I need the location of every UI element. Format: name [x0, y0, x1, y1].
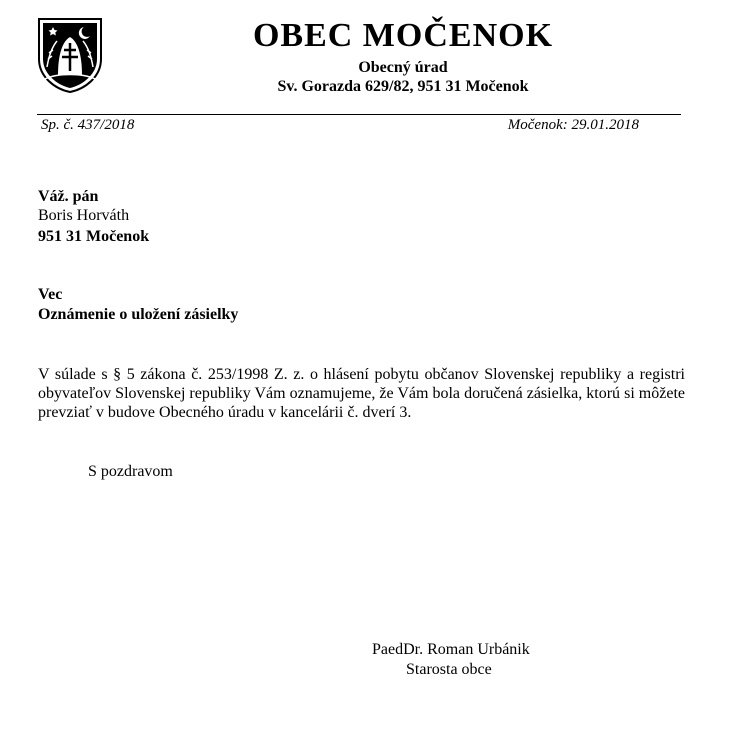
subject-text: Oznámenie o uložení zásielky: [38, 306, 239, 323]
closing-greeting: S pozdravom: [88, 463, 173, 480]
office-address: Sv. Gorazda 629/82, 951 31 Močenok: [277, 78, 529, 95]
document-date: Močenok: 29.01.2018: [507, 117, 639, 133]
office-name: Obecný úrad: [358, 59, 448, 76]
recipient-salutation: Váž. pán: [38, 188, 99, 205]
signatory-name: PaedDr. Roman Urbánik: [372, 641, 530, 658]
header-divider: [37, 114, 681, 115]
municipality-name: OBEC MOČENOK: [252, 17, 554, 54]
reference-number: Sp. č. 437/2018: [41, 117, 135, 133]
subject-label: Vec: [38, 286, 63, 303]
recipient-name: Boris Horváth: [38, 207, 130, 224]
signatory-title: Starosta obce: [406, 661, 492, 678]
letter-body: V súlade s § 5 zákona č. 253/1998 Z. z. o hlásení pobytu občanov Slovenskej republiky a registri obyvateľov Slovenskej republiky Vám oznamujeme, že Vám bola doručená zásielka, ktorú si môžete prevziať v budove Obecného úradu v kancelárii č. dverí 3.: [38, 366, 685, 421]
recipient-city: 951 31 Močenok: [38, 228, 150, 245]
